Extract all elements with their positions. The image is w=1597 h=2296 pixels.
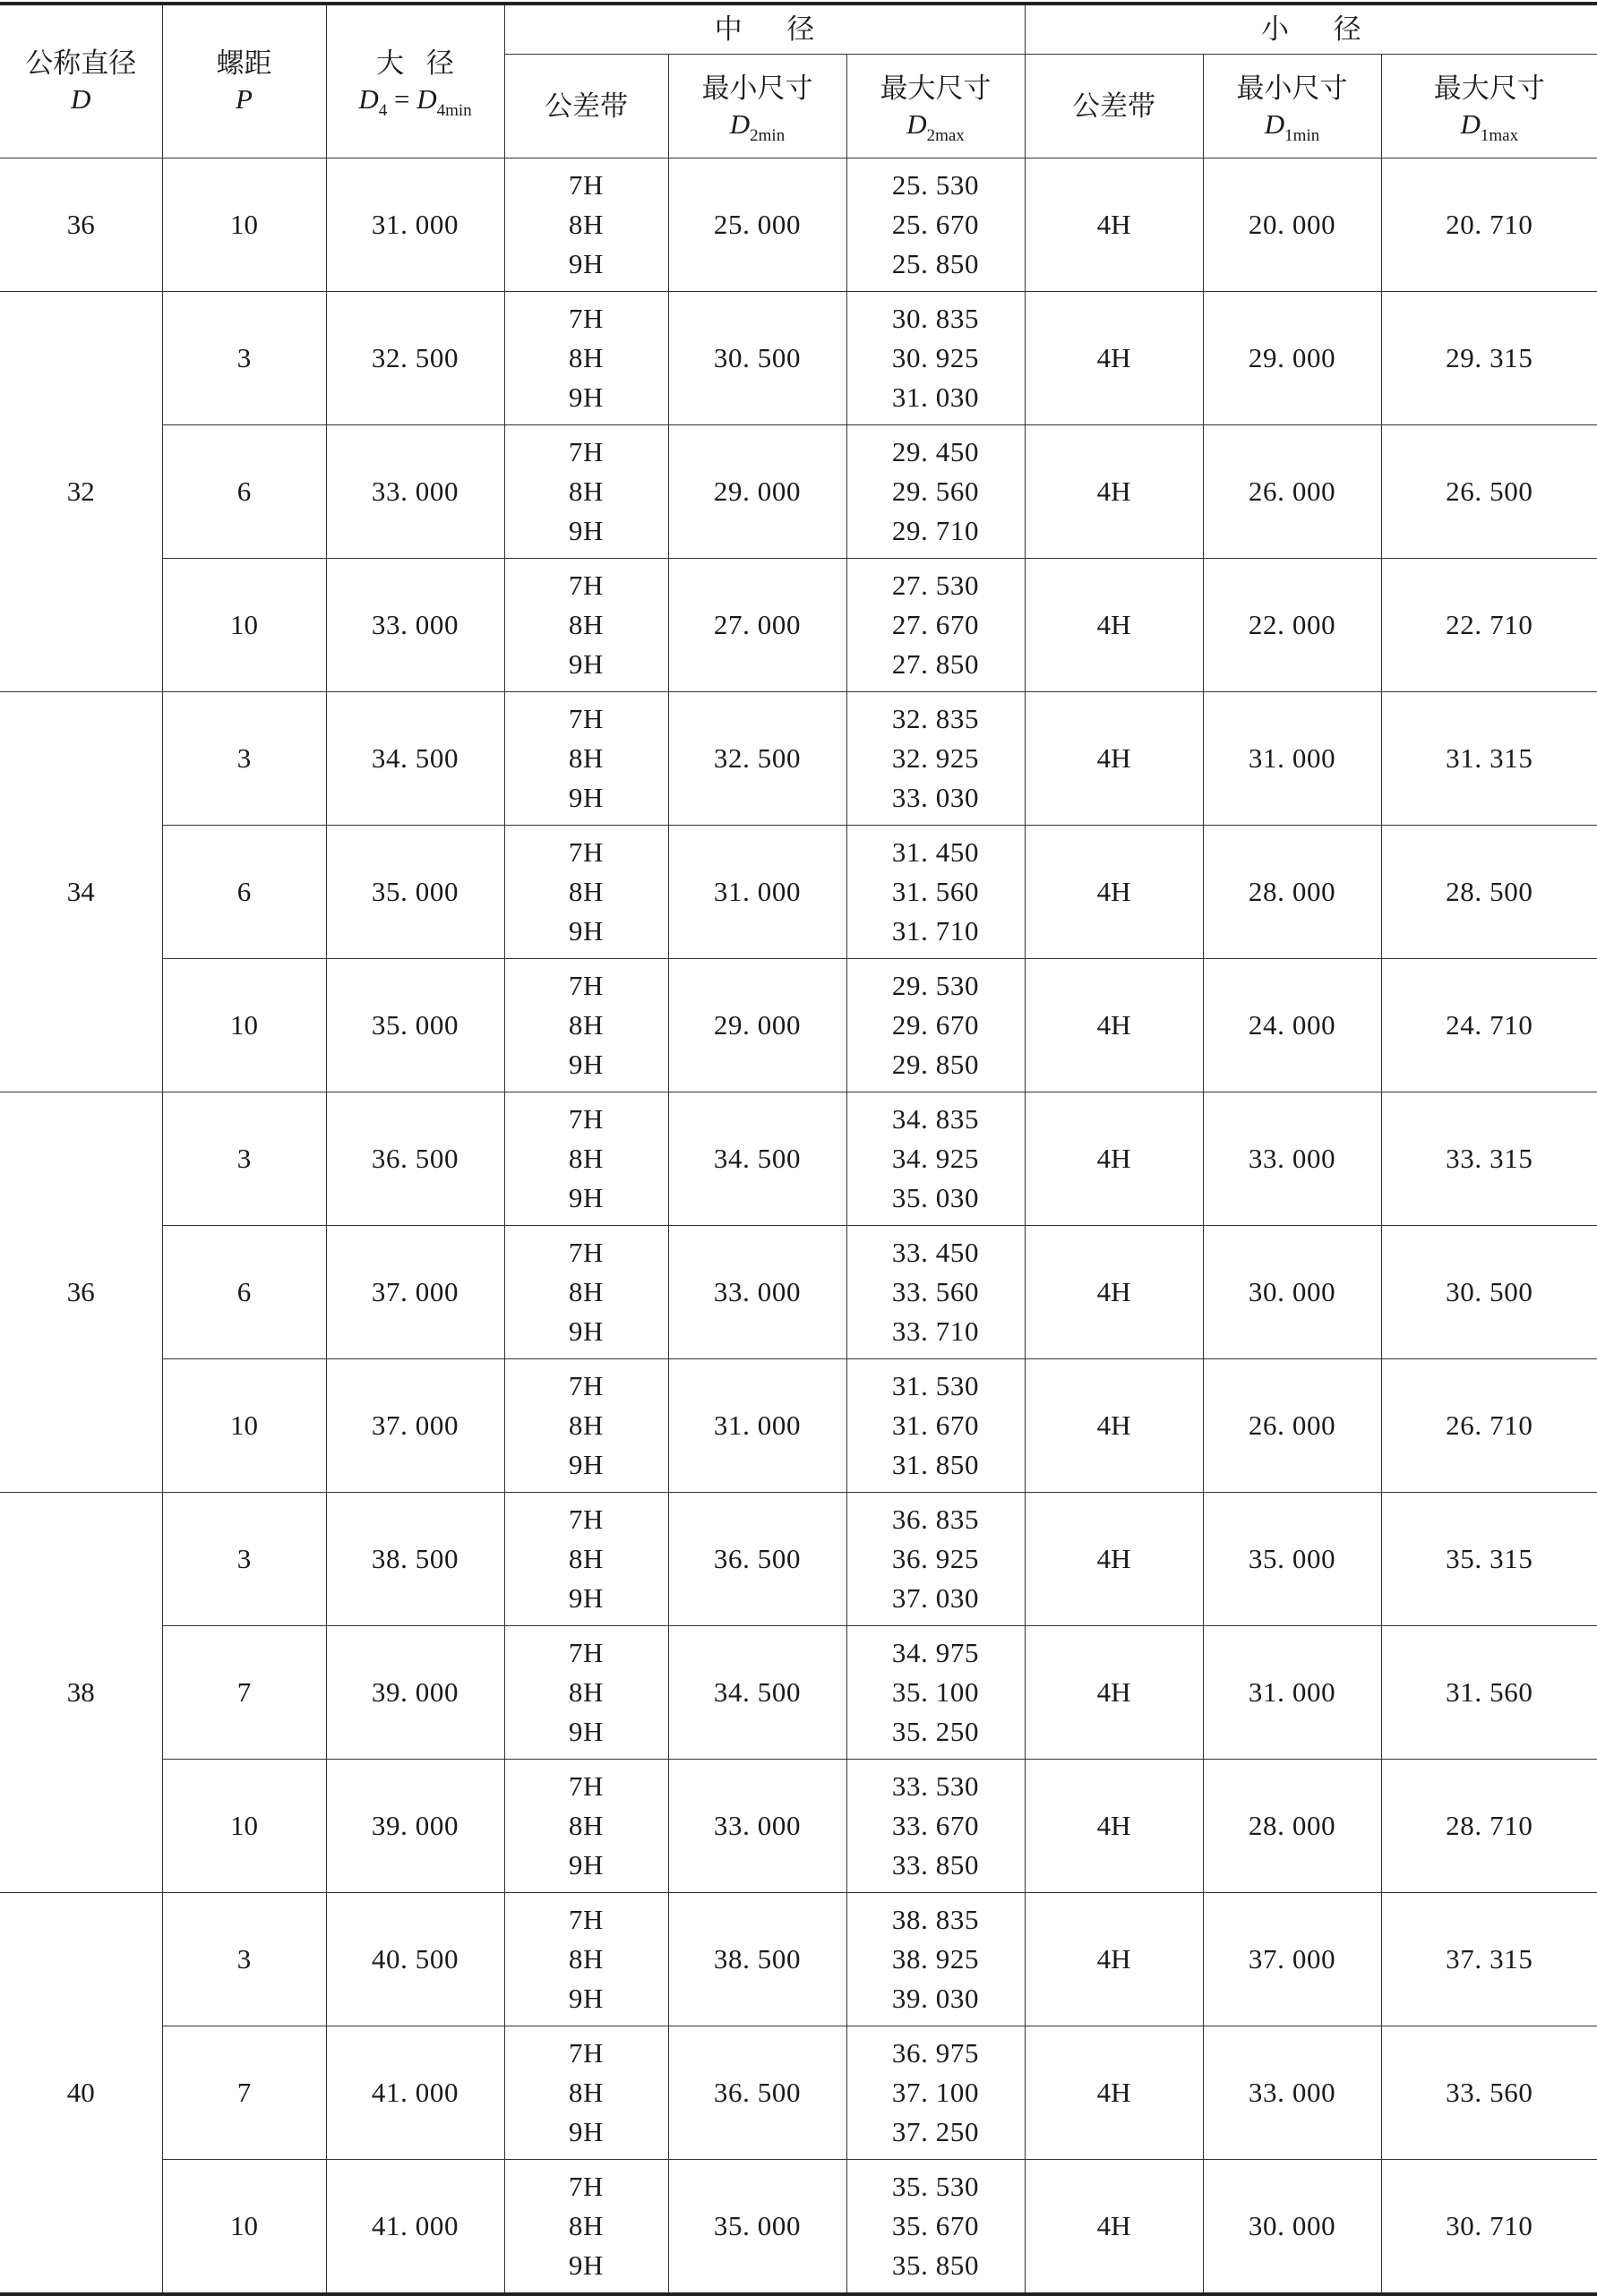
d2max-cell-line: 35. 850 xyxy=(891,2249,980,2281)
pitch-tol-zone-cell xyxy=(504,2026,668,2160)
major-diameter-cell: 32. 500 xyxy=(326,292,504,425)
d2max-cell xyxy=(846,1359,1025,1493)
pitch-tol-zone-cell-line: 9H xyxy=(568,248,605,279)
table-row xyxy=(0,959,1597,1092)
d2max-cell-line: 36. 975 xyxy=(891,2037,980,2069)
pitch-tol-zone-cell xyxy=(504,1092,668,1226)
d2max-cell-line: 32. 925 xyxy=(891,742,980,774)
pitch-cell: 7 xyxy=(162,1626,326,1760)
d1min-cell: 33. 000 xyxy=(1203,2026,1381,2160)
d2max-cell-line: 39. 030 xyxy=(891,1983,980,2014)
nominal-diameter-header: 公称直径 D xyxy=(0,4,162,158)
pitch-tol-zone-cell-line: 8H xyxy=(568,2210,605,2241)
major-diameter-cell: 35. 000 xyxy=(326,959,504,1092)
d2max-cell-line: 33. 530 xyxy=(891,1770,980,1802)
d1max-cell: 37. 315 xyxy=(1381,1893,1597,2026)
pitch-tol-zone-cell-line: 8H xyxy=(568,209,605,240)
d2max-cell xyxy=(846,1893,1025,2026)
d1max-cell: 22. 710 xyxy=(1381,559,1597,692)
d2max-cell-line: 33. 670 xyxy=(891,1810,980,1841)
pitch-cell: 3 xyxy=(162,1092,326,1226)
d2min-cell: 31. 000 xyxy=(668,1359,846,1493)
d2max-cell-line: 31. 850 xyxy=(891,1449,980,1480)
d2max-cell-line: 30. 835 xyxy=(891,303,980,334)
pitch-tol-zone-cell-line: 8H xyxy=(568,2077,605,2108)
d2max-cell-line: 29. 530 xyxy=(891,970,980,1001)
pitch-tol-zone-cell-line: 8H xyxy=(568,1009,605,1041)
pitch-tol-zone-cell xyxy=(504,2160,668,2295)
d2max-cell-line: 34. 975 xyxy=(891,1637,980,1668)
pitch-tol-zone-cell-line: 7H xyxy=(568,1103,605,1135)
d2max-cell-line: 29. 450 xyxy=(891,436,980,467)
pitch-tol-zone-cell xyxy=(504,959,668,1092)
table-row xyxy=(0,425,1597,559)
d2min-cell: 32. 500 xyxy=(668,692,846,826)
table-row xyxy=(0,559,1597,692)
major-diameter-cell: 40. 500 xyxy=(326,1893,504,2026)
nominal-diameter-cell: 34 xyxy=(0,692,162,1092)
d1min-cell: 26. 000 xyxy=(1203,1359,1381,1493)
pitch-cell: 3 xyxy=(162,1493,326,1626)
d2max-cell-line: 34. 835 xyxy=(891,1103,980,1135)
table-row xyxy=(0,826,1597,959)
d2max-cell-line: 33. 850 xyxy=(891,1849,980,1880)
d2min-cell: 27. 000 xyxy=(668,559,846,692)
minor-tol-zone-cell: 4H xyxy=(1025,158,1203,292)
table-row xyxy=(0,1626,1597,1760)
d2max-cell-line: 25. 530 xyxy=(891,169,980,201)
table-row xyxy=(0,692,1597,826)
major-diameter-cell: 41. 000 xyxy=(326,2026,504,2160)
d2max-cell-line: 27. 850 xyxy=(891,648,980,680)
pitch-tol-zone-cell-line: 7H xyxy=(568,970,605,1001)
d1max-cell: 26. 500 xyxy=(1381,425,1597,559)
pitch-tol-zone-cell xyxy=(504,292,668,425)
d2max-cell-line: 25. 850 xyxy=(891,248,980,279)
pitch-tol-zone-cell xyxy=(504,1226,668,1359)
d2max-cell xyxy=(846,1626,1025,1760)
pitch-tol-zone-cell-line: 7H xyxy=(568,2037,605,2069)
d2min-cell: 38. 500 xyxy=(668,1893,846,2026)
minor-tol-zone-cell: 4H xyxy=(1025,1226,1203,1359)
d1max-cell: 30. 710 xyxy=(1381,2160,1597,2295)
table-row xyxy=(0,292,1597,425)
d2min-cell: 36. 500 xyxy=(668,1493,846,1626)
d2max-cell xyxy=(846,158,1025,292)
d1min-cell: 28. 000 xyxy=(1203,826,1381,959)
pitch-cell: 10 xyxy=(162,2160,326,2295)
d1min-cell: 30. 000 xyxy=(1203,2160,1381,2295)
major-diameter-cell: 37. 000 xyxy=(326,1226,504,1359)
d2max-cell-line: 31. 710 xyxy=(891,915,980,947)
pitch-cell: 7 xyxy=(162,2026,326,2160)
d2max-cell xyxy=(846,425,1025,559)
d2max-cell xyxy=(846,2160,1025,2295)
d1max-cell: 31. 315 xyxy=(1381,692,1597,826)
major-diameter-header: 大径 $D_4 = D_{4min}$ xyxy=(326,4,504,158)
d2max-cell xyxy=(846,2026,1025,2160)
d2max-cell xyxy=(846,826,1025,959)
d2min-cell: 34. 500 xyxy=(668,1626,846,1760)
minor-tol-zone-header: 公差带 xyxy=(1025,55,1203,158)
pitch-tol-zone-cell-line: 8H xyxy=(568,1276,605,1307)
d2max-cell-line: 37. 030 xyxy=(891,1582,980,1614)
pitch-tol-zone-cell-line: 9H xyxy=(568,515,605,546)
minor-tol-zone-cell: 4H xyxy=(1025,1760,1203,1893)
d2max-cell-line: 36. 835 xyxy=(891,1504,980,1535)
pitch-tol-zone-cell-line: 8H xyxy=(568,475,605,507)
d2max-cell-line: 35. 250 xyxy=(891,1716,980,1747)
pitch-tol-zone-cell-line: 9H xyxy=(568,648,605,680)
d2max-cell xyxy=(846,692,1025,826)
pitch-tol-zone-cell xyxy=(504,1626,668,1760)
d1max-cell: 28. 710 xyxy=(1381,1760,1597,1893)
d2max-cell xyxy=(846,1092,1025,1226)
nominal-diameter-cell: 40 xyxy=(0,1893,162,2295)
minor-diameter-header: 小径 xyxy=(1025,4,1597,55)
pitch-tol-zone-cell-line: 8H xyxy=(568,1676,605,1708)
table-body xyxy=(0,158,1597,2295)
d2max-cell xyxy=(846,1760,1025,1893)
table-row xyxy=(0,1760,1597,1893)
d2max-cell-line: 32. 835 xyxy=(891,703,980,734)
pitch-header: 螺距 P xyxy=(162,4,326,158)
d1min-cell: 37. 000 xyxy=(1203,1893,1381,2026)
pitch-cell: 10 xyxy=(162,158,326,292)
d2min-cell: 34. 500 xyxy=(668,1092,846,1226)
table-row xyxy=(0,1226,1597,1359)
d2min-cell: 35. 000 xyxy=(668,2160,846,2295)
pitch-tol-zone-cell-line: 8H xyxy=(568,1409,605,1441)
nominal-diameter-cell: 36 xyxy=(0,1092,162,1493)
d1min-cell: 24. 000 xyxy=(1203,959,1381,1092)
d1min-cell: 29. 000 xyxy=(1203,292,1381,425)
minor-tol-zone-cell: 4H xyxy=(1025,1893,1203,2026)
d2max-cell-line: 29. 850 xyxy=(891,1049,980,1080)
pitch-cell: 3 xyxy=(162,692,326,826)
d2max-cell-line: 29. 560 xyxy=(891,475,980,507)
d2min-cell: 33. 000 xyxy=(668,1226,846,1359)
d1min-cell: 31. 000 xyxy=(1203,1626,1381,1760)
d2max-cell-line: 35. 530 xyxy=(891,2171,980,2202)
d1max-cell: 20. 710 xyxy=(1381,158,1597,292)
minor-tol-zone-cell: 4H xyxy=(1025,692,1203,826)
pitch-cell: 10 xyxy=(162,1359,326,1493)
pitch-tol-zone-cell xyxy=(504,158,668,292)
pitch-tol-zone-cell-line: 9H xyxy=(568,2249,605,2281)
pitch-tol-zone-cell-line: 7H xyxy=(568,1370,605,1401)
d2max-cell-line: 35. 100 xyxy=(891,1676,980,1708)
pitch-tol-zone-cell-line: 8H xyxy=(568,1143,605,1174)
pitch-tol-zone-cell-line: 9H xyxy=(568,381,605,413)
pitch-tol-zone-cell-line: 9H xyxy=(568,1716,605,1747)
d2min-header: 最小尺寸 $D_{2min}$ xyxy=(668,55,846,158)
d2max-cell xyxy=(846,959,1025,1092)
minor-tol-zone-cell: 4H xyxy=(1025,826,1203,959)
d1max-cell: 33. 315 xyxy=(1381,1092,1597,1226)
d2max-cell-line: 29. 670 xyxy=(891,1009,980,1041)
pitch-tol-zone-header: 公差带 xyxy=(504,55,668,158)
d2max-cell-line: 38. 925 xyxy=(891,1943,980,1975)
major-diameter-cell: 37. 000 xyxy=(326,1359,504,1493)
pitch-cell: 6 xyxy=(162,826,326,959)
d2min-cell: 33. 000 xyxy=(668,1760,846,1893)
d2max-cell xyxy=(846,1493,1025,1626)
d1max-cell: 24. 710 xyxy=(1381,959,1597,1092)
nominal-diameter-cell: 38 xyxy=(0,1493,162,1893)
pitch-tol-zone-cell-line: 9H xyxy=(568,1983,605,2014)
d1max-cell: 26. 710 xyxy=(1381,1359,1597,1493)
d2max-cell-line: 33. 030 xyxy=(891,782,980,813)
d2max-cell xyxy=(846,1226,1025,1359)
d1max-header: 最大尺寸 $D_{1max}$ xyxy=(1381,55,1597,158)
pitch-tol-zone-cell-line: 7H xyxy=(568,570,605,601)
d2max-cell-line: 35. 030 xyxy=(891,1182,980,1213)
pitch-tol-zone-cell xyxy=(504,692,668,826)
major-diameter-cell: 36. 500 xyxy=(326,1092,504,1226)
pitch-diameter-header: 中径 xyxy=(504,4,1025,55)
minor-tol-zone-cell: 4H xyxy=(1025,1092,1203,1226)
pitch-tol-zone-cell-line: 8H xyxy=(568,742,605,774)
pitch-tol-zone-cell-line: 9H xyxy=(568,1582,605,1614)
major-diameter-cell: 33. 000 xyxy=(326,425,504,559)
major-diameter-cell: 33. 000 xyxy=(326,559,504,692)
minor-tol-zone-cell: 4H xyxy=(1025,1626,1203,1760)
pitch-tol-zone-cell xyxy=(504,559,668,692)
d2min-cell: 25. 000 xyxy=(668,158,846,292)
pitch-cell: 6 xyxy=(162,425,326,559)
d2max-cell-line: 29. 710 xyxy=(891,515,980,546)
major-diameter-cell: 38. 500 xyxy=(326,1493,504,1626)
pitch-cell: 3 xyxy=(162,292,326,425)
pitch-tol-zone-cell-line: 8H xyxy=(568,342,605,373)
d1min-cell: 20. 000 xyxy=(1203,158,1381,292)
pitch-tol-zone-cell-line: 9H xyxy=(568,1049,605,1080)
d2max-cell-line: 37. 100 xyxy=(891,2077,980,2108)
pitch-tol-zone-cell-line: 7H xyxy=(568,703,605,734)
minor-tol-zone-cell: 4H xyxy=(1025,425,1203,559)
pitch-tol-zone-cell-line: 9H xyxy=(568,1182,605,1213)
d2max-cell-line: 31. 030 xyxy=(891,381,980,413)
major-diameter-cell: 35. 000 xyxy=(326,826,504,959)
table-row xyxy=(0,1493,1597,1626)
pitch-tol-zone-cell-line: 8H xyxy=(568,876,605,907)
pitch-tol-zone-cell xyxy=(504,826,668,959)
d2max-header: 最大尺寸 $D_{2max}$ xyxy=(846,55,1025,158)
d1max-cell: 33. 560 xyxy=(1381,2026,1597,2160)
pitch-cell: 6 xyxy=(162,1226,326,1359)
pitch-tol-zone-cell-line: 9H xyxy=(568,1315,605,1347)
pitch-tol-zone-cell-line: 9H xyxy=(568,915,605,947)
major-diameter-cell: 39. 000 xyxy=(326,1626,504,1760)
d1min-cell: 26. 000 xyxy=(1203,425,1381,559)
major-diameter-cell: 31. 000 xyxy=(326,158,504,292)
pitch-tol-zone-cell-line: 7H xyxy=(568,169,605,201)
d2max-cell-line: 30. 925 xyxy=(891,342,980,373)
pitch-tol-zone-cell-line: 9H xyxy=(568,1449,605,1480)
major-diameter-cell: 39. 000 xyxy=(326,1760,504,1893)
d2min-cell: 31. 000 xyxy=(668,826,846,959)
table-row xyxy=(0,2160,1597,2295)
table-row xyxy=(0,1893,1597,2026)
pitch-tol-zone-cell xyxy=(504,1893,668,2026)
pitch-tol-zone-cell-line: 8H xyxy=(568,1543,605,1574)
minor-tol-zone-cell: 4H xyxy=(1025,1493,1203,1626)
pitch-tol-zone-cell-line: 9H xyxy=(568,782,605,813)
d2max-cell-line: 27. 530 xyxy=(891,570,980,601)
d2max-cell-line: 36. 925 xyxy=(891,1543,980,1574)
pitch-tol-zone-cell-line: 7H xyxy=(568,1637,605,1668)
d2max-cell-line: 27. 670 xyxy=(891,609,980,640)
d2max-cell-line: 37. 250 xyxy=(891,2116,980,2147)
pitch-tol-zone-cell-line: 8H xyxy=(568,1943,605,1975)
major-diameter-cell: 41. 000 xyxy=(326,2160,504,2295)
d1max-cell: 31. 560 xyxy=(1381,1626,1597,1760)
pitch-tol-zone-cell-line: 7H xyxy=(568,1504,605,1535)
thread-tolerance-table xyxy=(0,2,1597,2296)
minor-tol-zone-cell: 4H xyxy=(1025,2026,1203,2160)
d1min-header: 最小尺寸 $D_{1min}$ xyxy=(1203,55,1381,158)
pitch-tol-zone-cell-line: 9H xyxy=(568,2116,605,2147)
pitch-cell: 10 xyxy=(162,559,326,692)
pitch-tol-zone-cell-line: 9H xyxy=(568,1849,605,1880)
d2max-cell-line: 33. 560 xyxy=(891,1276,980,1307)
d1min-cell: 35. 000 xyxy=(1203,1493,1381,1626)
pitch-tol-zone-cell-line: 7H xyxy=(568,2171,605,2202)
d2max-cell xyxy=(846,559,1025,692)
d2min-cell: 29. 000 xyxy=(668,959,846,1092)
d1max-cell: 35. 315 xyxy=(1381,1493,1597,1626)
pitch-tol-zone-cell-line: 8H xyxy=(568,609,605,640)
d2max-cell xyxy=(846,292,1025,425)
pitch-tol-zone-cell-line: 8H xyxy=(568,1810,605,1841)
major-diameter-cell: 34. 500 xyxy=(326,692,504,826)
d1max-cell: 28. 500 xyxy=(1381,826,1597,959)
minor-tol-zone-cell: 4H xyxy=(1025,959,1203,1092)
d2min-cell: 29. 000 xyxy=(668,425,846,559)
nominal-diameter-cell: 36 xyxy=(0,158,162,292)
table-row xyxy=(0,1092,1597,1226)
d2max-cell-line: 38. 835 xyxy=(891,1904,980,1935)
minor-tol-zone-cell: 4H xyxy=(1025,2160,1203,2295)
d2max-cell-line: 33. 710 xyxy=(891,1315,980,1347)
d2max-cell-line: 31. 530 xyxy=(891,1370,980,1401)
pitch-tol-zone-cell xyxy=(504,1493,668,1626)
pitch-tol-zone-cell-line: 7H xyxy=(568,1904,605,1935)
pitch-tol-zone-cell xyxy=(504,1359,668,1493)
d1min-cell: 28. 000 xyxy=(1203,1760,1381,1893)
pitch-tol-zone-cell xyxy=(504,425,668,559)
pitch-tol-zone-cell-line: 7H xyxy=(568,1237,605,1268)
d1max-cell: 30. 500 xyxy=(1381,1226,1597,1359)
d2min-cell: 36. 500 xyxy=(668,2026,846,2160)
d2max-cell-line: 31. 670 xyxy=(891,1409,980,1441)
pitch-cell: 10 xyxy=(162,959,326,1092)
header-row-top xyxy=(0,4,1597,55)
d2max-cell-line: 34. 925 xyxy=(891,1143,980,1174)
minor-tol-zone-cell: 4H xyxy=(1025,559,1203,692)
pitch-cell: 10 xyxy=(162,1760,326,1893)
pitch-tol-zone-cell xyxy=(504,1760,668,1893)
pitch-tol-zone-cell-line: 7H xyxy=(568,836,605,868)
d1min-cell: 30. 000 xyxy=(1203,1226,1381,1359)
d2min-cell: 30. 500 xyxy=(668,292,846,425)
table-row xyxy=(0,2026,1597,2160)
pitch-tol-zone-cell-line: 7H xyxy=(568,436,605,467)
pitch-tol-zone-cell-line: 7H xyxy=(568,1770,605,1802)
d1min-cell: 22. 000 xyxy=(1203,559,1381,692)
d2max-cell-line: 31. 560 xyxy=(891,876,980,907)
d2max-cell-line: 25. 670 xyxy=(891,209,980,240)
table-row xyxy=(0,1359,1597,1493)
pitch-cell: 3 xyxy=(162,1893,326,2026)
d2max-cell-line: 31. 450 xyxy=(891,836,980,868)
minor-tol-zone-cell: 4H xyxy=(1025,292,1203,425)
d1min-cell: 31. 000 xyxy=(1203,692,1381,826)
d1min-cell: 33. 000 xyxy=(1203,1092,1381,1226)
d2max-cell-line: 35. 670 xyxy=(891,2210,980,2241)
d1max-cell: 29. 315 xyxy=(1381,292,1597,425)
table-row xyxy=(0,158,1597,292)
d2max-cell-line: 33. 450 xyxy=(891,1237,980,1268)
minor-tol-zone-cell: 4H xyxy=(1025,1359,1203,1493)
nominal-diameter-cell: 32 xyxy=(0,292,162,692)
pitch-tol-zone-cell-line: 7H xyxy=(568,303,605,334)
